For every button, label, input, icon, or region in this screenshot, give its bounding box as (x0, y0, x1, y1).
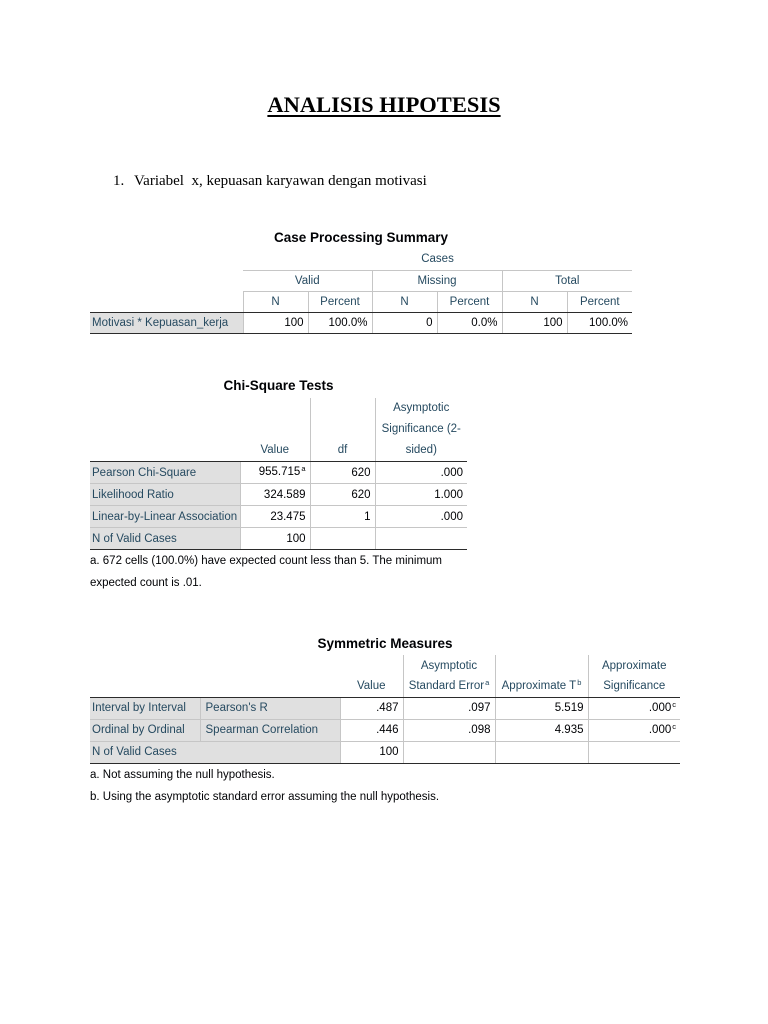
row-group-label: Interval by Interval (90, 697, 200, 719)
column-header: N (372, 291, 437, 312)
case-processing-summary-table (90, 249, 632, 334)
row-label: Pearson's R (200, 697, 340, 719)
document-title-text: ANALISIS HIPOTESIS (267, 92, 501, 117)
column-header: Percent (437, 291, 502, 312)
column-header: N (502, 291, 567, 312)
column-header (240, 398, 310, 462)
table-footnote: a. 672 cells (100.0%) have expected count less than 5. The minimum expected count is .01. (90, 555, 443, 589)
cell-value-text: 955.715 (258, 466, 301, 478)
list-item-text: Variabel x, kepuasan karyawan dengan motivasi (134, 173, 427, 189)
cell-value: 1.000 (375, 484, 467, 506)
column-header: Percent (308, 291, 372, 312)
cell-value: .097 (403, 697, 495, 719)
cell-value: 324.589 (240, 484, 310, 506)
case-processing-summary (90, 229, 632, 334)
row-label: Linear-by-Linear Association (90, 506, 240, 528)
cell-value: 4.935 (495, 719, 588, 741)
column-group-header: Cases (243, 249, 632, 270)
chi-square-tests (90, 377, 467, 594)
column-header-text: Significance (2- (381, 423, 461, 435)
column-header-text: Approximate T (501, 679, 577, 692)
cell-value: 0 (372, 312, 437, 333)
header-row (90, 655, 680, 676)
table-footnote: a. Not assuming the null hypothesis. (90, 768, 275, 781)
cell-value (588, 719, 680, 741)
symmetric-measures (90, 635, 680, 808)
table-title: Symmetric Measures (317, 636, 453, 651)
cell-value: .000 (375, 506, 467, 528)
cell-value: 100 (240, 528, 310, 550)
cell-value-text: .000 (648, 723, 672, 736)
header-row (90, 676, 680, 697)
cell-value: .446 (340, 719, 403, 741)
corner-cell (90, 676, 340, 697)
cell-value (588, 697, 680, 719)
empty-cell (375, 528, 467, 550)
cell-value: 23.475 (240, 506, 310, 528)
column-header-text: Standard Error (408, 679, 485, 692)
table-row (90, 697, 680, 719)
column-subgroup-header: Valid (243, 270, 372, 291)
cell-value-text: .000 (648, 701, 672, 714)
cell-value: 100.0% (308, 312, 372, 333)
row-label: N of Valid Cases (90, 741, 340, 763)
column-header: Percent (567, 291, 632, 312)
cell-value: .098 (403, 719, 495, 741)
corner-cell (90, 655, 340, 676)
cell-value: 100.0% (567, 312, 632, 333)
footnote-marker: c (672, 699, 676, 709)
empty-cell (403, 741, 495, 763)
table-row (90, 312, 632, 333)
corner-cell (90, 249, 243, 312)
symmetric-measures-table (90, 655, 680, 764)
column-header (403, 676, 495, 697)
column-header-text: Value (260, 444, 290, 456)
column-subgroup-header: Missing (372, 270, 502, 291)
column-header-text: sided) (405, 444, 437, 456)
empty-cell (588, 741, 680, 763)
chi-square-tests-table (90, 398, 467, 550)
cell-value: 5.519 (495, 697, 588, 719)
footnote-marker: a (485, 677, 490, 687)
footnote-marker: c (672, 721, 676, 731)
cell-value: .000 (375, 462, 467, 484)
table-row (90, 462, 467, 484)
column-header: N (243, 291, 308, 312)
cell-value: .487 (340, 697, 403, 719)
table-title: Chi-Square Tests (223, 378, 334, 393)
column-header-text: Asymptotic (393, 402, 450, 414)
cell-value: 100 (502, 312, 567, 333)
list-item (113, 171, 513, 191)
column-header: Significance (588, 676, 680, 697)
column-header: Value (340, 676, 403, 697)
cell-value: 1 (310, 506, 375, 528)
header-row (90, 249, 632, 270)
empty-cell (310, 528, 375, 550)
column-header: Approximate (588, 655, 680, 676)
column-header (310, 398, 375, 462)
corner-cell (90, 398, 240, 462)
cell-value: 0.0% (437, 312, 502, 333)
column-subgroup-header: Total (502, 270, 632, 291)
row-label: Pearson Chi-Square (90, 462, 240, 484)
table-row (90, 719, 680, 741)
table-title: Case Processing Summary (273, 230, 449, 245)
table-row (90, 506, 467, 528)
table-row (90, 484, 467, 506)
table-footnote: b. Using the asymptotic standard error assuming the null hypothesis. (90, 790, 440, 803)
empty-header-cell (495, 655, 588, 676)
column-header (375, 398, 467, 462)
list-item-number: 1. (113, 173, 125, 189)
document-title (0, 91, 768, 119)
column-header: Asymptotic (403, 655, 495, 676)
column-header-text: df (337, 444, 348, 456)
empty-header-cell (340, 655, 403, 676)
cell-value (240, 462, 310, 484)
cell-value: 620 (310, 462, 375, 484)
table-row (90, 528, 467, 550)
row-label: Motivasi * Kepuasan_kerja (90, 312, 243, 333)
row-label: Spearman Correlation (200, 719, 340, 741)
cell-value: 100 (243, 312, 308, 333)
row-label: N of Valid Cases (90, 528, 240, 550)
header-row (90, 398, 467, 462)
footnote-marker: a (301, 464, 306, 473)
cell-value: 620 (310, 484, 375, 506)
row-label: Likelihood Ratio (90, 484, 240, 506)
empty-cell (495, 741, 588, 763)
row-group-label: Ordinal by Ordinal (90, 719, 200, 741)
footnote-marker: b (577, 677, 582, 687)
column-header (495, 676, 588, 697)
cell-value: 100 (340, 741, 403, 763)
table-row (90, 741, 680, 763)
